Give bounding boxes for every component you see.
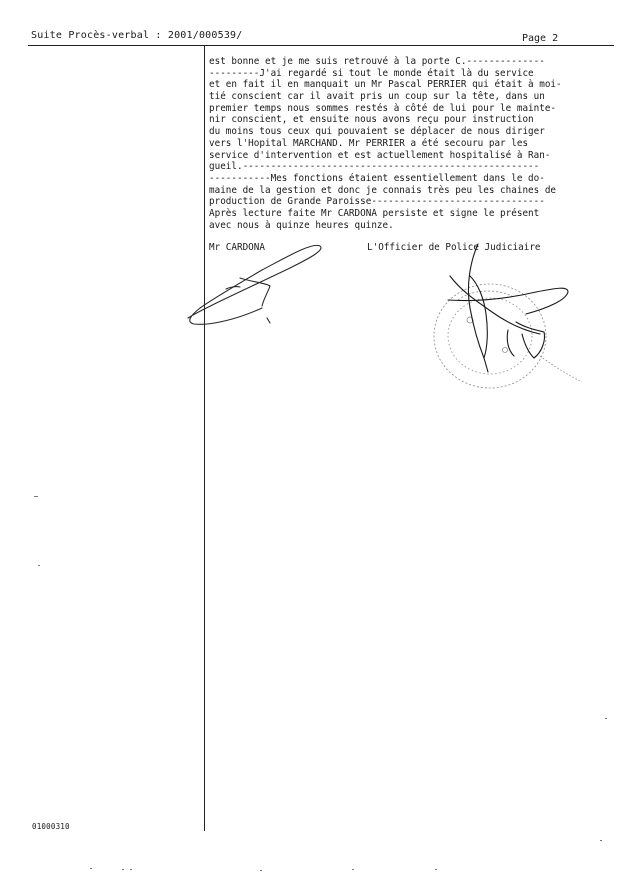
body-line: gueil.-----------------------------------------------------	[209, 161, 540, 173]
body-line: production de Grande Paroisse-------------------------------	[209, 196, 545, 208]
body-line: service d'intervention et est actuellement hospitalisé à Ran-	[209, 149, 551, 161]
signatory-name: Mr CARDONA	[209, 242, 265, 253]
scan-speck	[122, 869, 124, 870]
scan-speck	[38, 565, 40, 566]
scan-speck	[90, 868, 92, 869]
body-line: nir conscient, et ensuite nous avons reçu pour instruction	[209, 114, 534, 126]
body-line: maine de la gestion et donc je connais très peu les chaines de	[209, 184, 557, 196]
body-line: avec nous à quinze heures quinze.	[209, 219, 394, 231]
scan-speck	[352, 869, 354, 870]
scan-speck	[260, 870, 262, 871]
body-line: et en fait il en manquait un Mr Pascal PERRIER qui était à moi-	[209, 79, 562, 91]
body-line: -----------Mes fonctions étaient essentiellement dans le do-	[209, 172, 545, 184]
signature-left	[188, 245, 321, 324]
body-line: Après lecture faite Mr CARDONA persiste et signe le présent	[209, 207, 540, 219]
document-code: 01000310	[32, 822, 70, 831]
scan-speck	[130, 869, 132, 870]
officer-label: L'Officier de Police Judiciaire	[367, 242, 541, 253]
scan-speck	[435, 869, 437, 870]
body-line: vers l'Hopital MARCHAND. Mr PERRIER a été secouru par les	[209, 137, 529, 149]
official-stamp	[434, 284, 582, 388]
signature-right	[448, 244, 568, 372]
scan-speck	[600, 840, 602, 841]
page-number: Page 2	[522, 33, 559, 44]
body-line: est bonne et je me suis retrouvé à la porte C.--------------	[209, 56, 545, 67]
body-line: du moins tous ceux qui pouvaient se déplacer de nous diriger	[209, 126, 545, 138]
scan-speck	[34, 496, 38, 497]
body-line: tié conscient car il avait pris un coup sur la tête, dans un	[209, 91, 545, 103]
scan-speck	[605, 718, 607, 719]
header-title: Suite Procès-verbal : 2001/000539/	[31, 30, 243, 41]
body-line: premier temps nous sommes restés à côté de lui pour le mainte-	[209, 102, 557, 114]
body-line: ---------J'ai regardé si tout le monde était là du service	[209, 67, 534, 79]
